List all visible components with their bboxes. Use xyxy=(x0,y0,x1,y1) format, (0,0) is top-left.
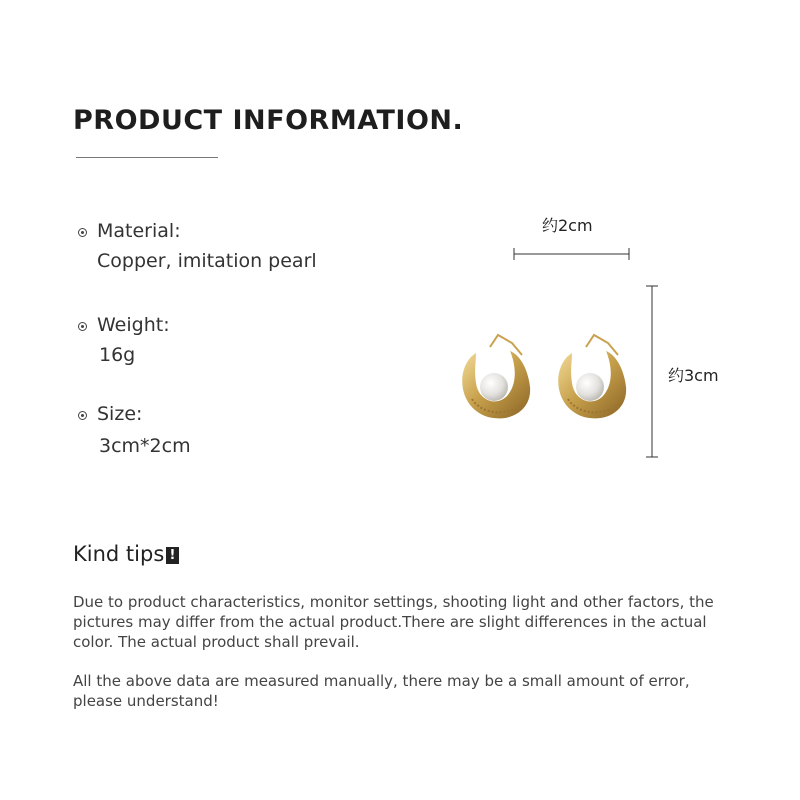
earring-right xyxy=(558,335,626,418)
page-title: PRODUCT INFORMATION. xyxy=(73,105,464,136)
weight-label: Weight: xyxy=(97,314,170,336)
bullet-icon xyxy=(78,322,87,331)
title-divider xyxy=(76,157,218,158)
bullet-icon xyxy=(78,411,87,420)
earrings-image xyxy=(450,325,630,425)
width-dimension-label: 约2cm xyxy=(542,216,593,235)
weight-value: 16g xyxy=(99,344,136,366)
size-value: 3cm*2cm xyxy=(99,435,191,457)
material-value: Copper, imitation pearl xyxy=(97,250,317,272)
height-dimension-line xyxy=(642,282,662,462)
bullet-icon xyxy=(78,228,87,237)
earring-left xyxy=(462,335,530,418)
tips-paragraph-2: All the above data are measured manually, there may be a small amount of error, please understand! xyxy=(73,672,690,710)
size-label: Size: xyxy=(97,403,143,425)
kind-tips-title: Kind tips xyxy=(73,542,165,566)
width-dimension-line xyxy=(510,246,634,262)
height-dimension-label: 约3cm xyxy=(668,366,719,385)
tips-paragraph-1: Due to product characteristics, monitor settings, shooting light and other factors, the pictures may differ from the actual product.There are slight differences in the actual color. The actual product shall prevail. xyxy=(73,593,714,651)
exclamation-icon: ! xyxy=(166,547,179,564)
material-label: Material: xyxy=(97,220,181,242)
